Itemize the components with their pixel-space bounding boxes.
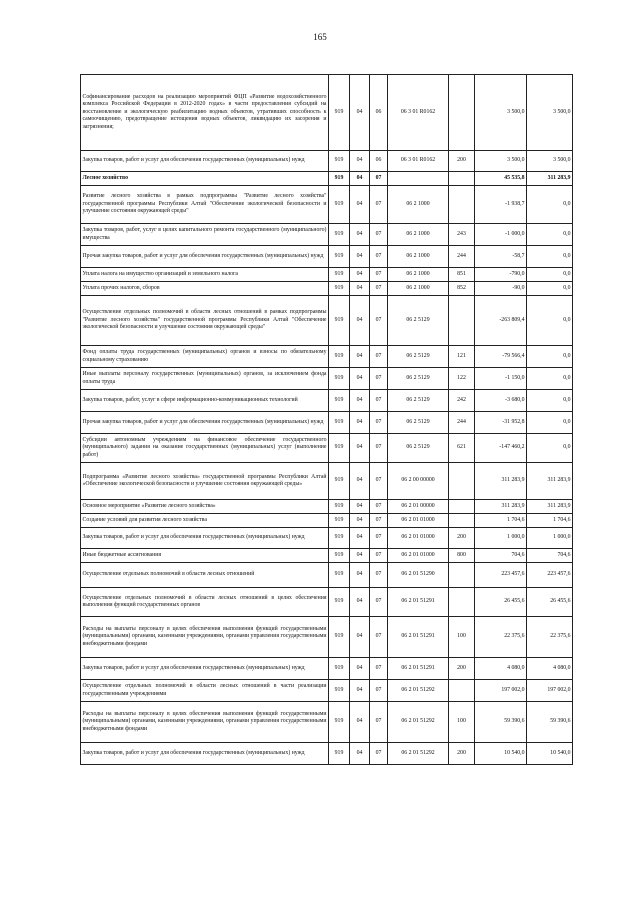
cell-expense-type — [449, 296, 475, 346]
cell-amount-1: 223 457,6 — [475, 563, 527, 588]
table-row — [81, 434, 573, 463]
table-row — [81, 514, 573, 528]
cell-expense-type: 100 — [449, 702, 475, 743]
cell-expense-type: 242 — [449, 390, 475, 412]
cell-amount-1: -79 566,4 — [475, 346, 527, 368]
table-row — [81, 296, 573, 346]
cell-amount-2: 0,0 — [527, 390, 573, 412]
cell-admin-code: 919 — [329, 702, 350, 743]
cell-target-article: 06 2 01 51292 — [388, 743, 449, 765]
cell-expense-type — [449, 172, 475, 186]
table-row — [81, 390, 573, 412]
table-row — [81, 412, 573, 434]
cell-description: Закупка товаров, работ и услуг для обеспечения государственных (муниципальных) нужд — [81, 528, 329, 549]
cell-target-article: 06 2 01 51291 — [388, 658, 449, 680]
cell-target-article: 06 2 1000 — [388, 268, 449, 282]
cell-expense-type — [449, 500, 475, 514]
cell-amount-2: 1 000,0 — [527, 528, 573, 549]
cell-amount-2: 0,0 — [527, 296, 573, 346]
table-row — [81, 346, 573, 368]
cell-description: Осуществление отдельных полномочий в области лесных отношений в рамках подпрограммы "Развитие лесного хозяйства" государственной программы Республики Алтай "Обеспечение экологической безопасности и улучшение состояния окружающей среды" — [81, 296, 329, 346]
table-row — [81, 549, 573, 563]
cell-admin-code: 919 — [329, 514, 350, 528]
cell-section: 04 — [350, 224, 370, 246]
cell-target-article: 06 2 01 51291 — [388, 588, 449, 617]
cell-description: Расходы на выплаты персоналу в целях обеспечения выполнения функций государственными (муниципальными) органами, казенными учреждениями, органами управления государственными внебюджетными фондами — [81, 617, 329, 658]
cell-amount-1: 197 002,0 — [475, 680, 527, 702]
table-row — [81, 588, 573, 617]
cell-target-article: 06 2 5129 — [388, 412, 449, 434]
cell-description: Уплата налога на имущество организаций и земельного налога — [81, 268, 329, 282]
table-row — [81, 224, 573, 246]
cell-target-article: 06 2 1000 — [388, 282, 449, 296]
cell-subsection: 07 — [370, 563, 388, 588]
table-row — [81, 282, 573, 296]
cell-target-article: 06 2 01 51292 — [388, 702, 449, 743]
cell-section: 04 — [350, 743, 370, 765]
cell-section: 04 — [350, 500, 370, 514]
cell-amount-1: -90,0 — [475, 282, 527, 296]
cell-target-article: 06 2 1000 — [388, 246, 449, 268]
cell-description: Осуществление отдельных полномочий в области лесных отношений в целях обеспечения выполнения функций государственных органов — [81, 588, 329, 617]
cell-admin-code: 919 — [329, 528, 350, 549]
cell-amount-2: 1 704,6 — [527, 514, 573, 528]
cell-expense-type: 200 — [449, 151, 475, 172]
cell-subsection: 07 — [370, 528, 388, 549]
cell-description: Основное мероприятие «Развитие лесного хозяйства» — [81, 500, 329, 514]
cell-amount-2: 311 283,9 — [527, 463, 573, 500]
cell-amount-1: 3 500,0 — [475, 151, 527, 172]
cell-amount-2: 22 375,6 — [527, 617, 573, 658]
cell-amount-2: 3 500,0 — [527, 151, 573, 172]
cell-amount-2: 197 002,0 — [527, 680, 573, 702]
cell-amount-1: 1 000,0 — [475, 528, 527, 549]
cell-subsection: 07 — [370, 463, 388, 500]
cell-target-article: 06 2 01 00000 — [388, 500, 449, 514]
cell-section: 04 — [350, 75, 370, 151]
cell-amount-2: 704,6 — [527, 549, 573, 563]
cell-amount-2: 4 080,0 — [527, 658, 573, 680]
cell-amount-1: 311 283,9 — [475, 500, 527, 514]
table-row — [81, 75, 573, 151]
cell-expense-type — [449, 75, 475, 151]
cell-description: Расходы на выплаты персоналу в целях обеспечения выполнения функций государственными (муниципальными) органами, казенными учреждениями, органами управления государственными внебюджетными фондами — [81, 702, 329, 743]
cell-amount-2: 26 455,6 — [527, 588, 573, 617]
cell-admin-code: 919 — [329, 549, 350, 563]
cell-subsection: 07 — [370, 680, 388, 702]
cell-expense-type: 852 — [449, 282, 475, 296]
page-number: 165 — [313, 32, 327, 42]
cell-target-article: 06 2 01 51292 — [388, 680, 449, 702]
cell-admin-code: 919 — [329, 246, 350, 268]
cell-section: 04 — [350, 514, 370, 528]
cell-description: Развитие лесного хозяйства в рамках подпрограммы "Развитие лесного хозяйства" государственной программы Республики Алтай "Обеспечение экологической безопасности и улучшение состояния окружающей среды" — [81, 186, 329, 224]
cell-subsection: 07 — [370, 588, 388, 617]
cell-expense-type: 122 — [449, 368, 475, 390]
cell-description: Закупка товаров, работ, услуг в сфере информационно-коммуникационных технологий — [81, 390, 329, 412]
cell-description: Уплата прочих налогов, сборов — [81, 282, 329, 296]
cell-amount-2: 0,0 — [527, 186, 573, 224]
cell-admin-code: 919 — [329, 743, 350, 765]
cell-section: 04 — [350, 617, 370, 658]
cell-amount-2: 0,0 — [527, 282, 573, 296]
table-row — [81, 528, 573, 549]
cell-section: 04 — [350, 528, 370, 549]
cell-admin-code: 919 — [329, 680, 350, 702]
cell-description: Осуществление отдельных полномочий в области лесных отношений в части реализации государственными учреждениями — [81, 680, 329, 702]
cell-description: Лесное хозяйство — [81, 172, 329, 186]
cell-admin-code: 919 — [329, 368, 350, 390]
cell-description: Субсидии автономным учреждениям на финансовое обеспечение государственного (муниципального) задания на оказание государственных (муниципальных) услуг (выполнение работ) — [81, 434, 329, 463]
cell-amount-1: -31 952,8 — [475, 412, 527, 434]
cell-subsection: 07 — [370, 617, 388, 658]
cell-expense-type: 200 — [449, 528, 475, 549]
cell-target-article: 06 2 01 01000 — [388, 514, 449, 528]
cell-amount-1: 45 535,8 — [475, 172, 527, 186]
cell-target-article: 06 2 5129 — [388, 346, 449, 368]
cell-amount-1: 311 283,9 — [475, 463, 527, 500]
cell-subsection: 07 — [370, 368, 388, 390]
cell-section: 04 — [350, 412, 370, 434]
cell-section: 04 — [350, 563, 370, 588]
cell-description: Закупка товаров, работ и услуг для обеспечения государственных (муниципальных) нужд — [81, 151, 329, 172]
cell-description: Осуществление отдельных полномочий в области лесных отношений — [81, 563, 329, 588]
cell-admin-code: 919 — [329, 186, 350, 224]
cell-subsection: 07 — [370, 514, 388, 528]
table-row — [81, 172, 573, 186]
cell-section: 04 — [350, 172, 370, 186]
cell-description: Фонд оплаты труда государственных (муниципальных) органов и взносы по обязательному социальному страхованию — [81, 346, 329, 368]
cell-target-article — [388, 172, 449, 186]
cell-amount-1: 22 375,6 — [475, 617, 527, 658]
cell-section: 04 — [350, 186, 370, 224]
cell-section: 04 — [350, 368, 370, 390]
cell-admin-code: 919 — [329, 75, 350, 151]
cell-admin-code: 919 — [329, 588, 350, 617]
cell-amount-1: -1 000,0 — [475, 224, 527, 246]
cell-target-article: 06 2 5129 — [388, 296, 449, 346]
cell-admin-code: 919 — [329, 296, 350, 346]
cell-admin-code: 919 — [329, 463, 350, 500]
cell-subsection: 07 — [370, 246, 388, 268]
cell-target-article: 06 2 01 01000 — [388, 549, 449, 563]
table-row — [81, 617, 573, 658]
cell-expense-type — [449, 588, 475, 617]
cell-amount-2: 311 283,9 — [527, 500, 573, 514]
cell-admin-code: 919 — [329, 412, 350, 434]
cell-admin-code: 919 — [329, 151, 350, 172]
cell-amount-1: -1 938,7 — [475, 186, 527, 224]
cell-description: Создание условий для развития лесного хозяйства — [81, 514, 329, 528]
cell-target-article: 06 3 01 R0162 — [388, 151, 449, 172]
cell-section: 04 — [350, 246, 370, 268]
cell-section: 04 — [350, 151, 370, 172]
cell-amount-2: 3 500,0 — [527, 75, 573, 151]
cell-target-article: 06 2 1000 — [388, 186, 449, 224]
cell-amount-1: 704,6 — [475, 549, 527, 563]
cell-amount-1: 26 455,6 — [475, 588, 527, 617]
cell-section: 04 — [350, 658, 370, 680]
cell-target-article: 06 2 00 00000 — [388, 463, 449, 500]
cell-admin-code: 919 — [329, 500, 350, 514]
table-row — [81, 368, 573, 390]
cell-expense-type: 851 — [449, 268, 475, 282]
cell-amount-1: 3 500,0 — [475, 75, 527, 151]
cell-amount-2: 59 390,6 — [527, 702, 573, 743]
cell-section: 04 — [350, 549, 370, 563]
cell-subsection: 07 — [370, 224, 388, 246]
cell-target-article: 06 2 5129 — [388, 390, 449, 412]
cell-subsection: 07 — [370, 296, 388, 346]
cell-target-article: 06 2 01 51290 — [388, 563, 449, 588]
cell-subsection: 07 — [370, 702, 388, 743]
cell-description: Софинансирование расходов на реализацию мероприятий ФЦП «Развитие водохозяйственного комплекса Российской Федерации в 2012-2020 годах» в части предоставления субсидий на восстановление и экологическую реабилитацию водных объектов, утративших способность к самоочищению, предотвращение истощения водных объектов, ликвидацию их засорения и загрязнения; — [81, 75, 329, 151]
table-row — [81, 268, 573, 282]
cell-target-article: 06 2 01 01000 — [388, 528, 449, 549]
cell-expense-type: 800 — [449, 549, 475, 563]
budget-table — [80, 74, 573, 765]
cell-amount-1: -790,0 — [475, 268, 527, 282]
cell-section: 04 — [350, 268, 370, 282]
cell-expense-type: 100 — [449, 617, 475, 658]
cell-amount-2: 0,0 — [527, 224, 573, 246]
cell-amount-1: -147 460,2 — [475, 434, 527, 463]
cell-subsection: 07 — [370, 346, 388, 368]
cell-admin-code: 919 — [329, 172, 350, 186]
cell-description: Иные выплаты персоналу государственных (муниципальных) органов, за исключением фонда оплаты труда — [81, 368, 329, 390]
cell-target-article: 06 2 1000 — [388, 224, 449, 246]
cell-subsection: 07 — [370, 282, 388, 296]
cell-amount-2: 0,0 — [527, 368, 573, 390]
cell-subsection: 07 — [370, 658, 388, 680]
table-row — [81, 151, 573, 172]
cell-amount-2: 0,0 — [527, 268, 573, 282]
cell-amount-1: -263 809,4 — [475, 296, 527, 346]
table-row — [81, 186, 573, 224]
cell-expense-type: 200 — [449, 743, 475, 765]
cell-subsection: 07 — [370, 172, 388, 186]
cell-expense-type: 121 — [449, 346, 475, 368]
cell-target-article: 06 2 5129 — [388, 368, 449, 390]
cell-target-article: 06 2 5129 — [388, 434, 449, 463]
cell-expense-type: 244 — [449, 412, 475, 434]
cell-amount-1: 4 080,0 — [475, 658, 527, 680]
table-row — [81, 246, 573, 268]
cell-amount-2: 0,0 — [527, 412, 573, 434]
cell-subsection: 06 — [370, 151, 388, 172]
cell-admin-code: 919 — [329, 346, 350, 368]
cell-description: Иные бюджетные ассигнования — [81, 549, 329, 563]
cell-subsection: 07 — [370, 186, 388, 224]
cell-subsection: 07 — [370, 268, 388, 282]
cell-expense-type — [449, 463, 475, 500]
cell-amount-1: -58,7 — [475, 246, 527, 268]
cell-subsection: 07 — [370, 500, 388, 514]
cell-description: Прочая закупка товаров, работ и услуг для обеспечения государственных (муниципальных) нужд — [81, 412, 329, 434]
cell-admin-code: 919 — [329, 224, 350, 246]
cell-description: Закупка товаров, работ и услуг для обеспечения государственных (муниципальных) нужд — [81, 658, 329, 680]
cell-amount-2: 311 283,9 — [527, 172, 573, 186]
cell-expense-type: 621 — [449, 434, 475, 463]
cell-amount-1: 59 390,6 — [475, 702, 527, 743]
cell-amount-2: 223 457,6 — [527, 563, 573, 588]
cell-admin-code: 919 — [329, 268, 350, 282]
cell-description: Закупка товаров, работ, услуг в целях капитального ремонта государственного (муниципального) имущества — [81, 224, 329, 246]
cell-subsection: 07 — [370, 743, 388, 765]
cell-admin-code: 919 — [329, 390, 350, 412]
cell-section: 04 — [350, 296, 370, 346]
cell-subsection: 07 — [370, 549, 388, 563]
cell-description: Подпрограмма «Развитие лесного хозяйства» государственной программы Республики Алтай «Обеспечение экологической безопасности и улучшение состояния окружающей среды» — [81, 463, 329, 500]
cell-section: 04 — [350, 390, 370, 412]
cell-amount-2: 0,0 — [527, 246, 573, 268]
cell-description: Прочая закупка товаров, работ и услуг для обеспечения государственных (муниципальных) нужд — [81, 246, 329, 268]
cell-subsection: 06 — [370, 75, 388, 151]
cell-amount-1: -3 680,0 — [475, 390, 527, 412]
table-row — [81, 743, 573, 765]
cell-amount-2: 0,0 — [527, 346, 573, 368]
cell-subsection: 07 — [370, 412, 388, 434]
cell-section: 04 — [350, 702, 370, 743]
cell-description: Закупка товаров, работ и услуг для обеспечения государственных (муниципальных) нужд — [81, 743, 329, 765]
cell-section: 04 — [350, 346, 370, 368]
cell-section: 04 — [350, 434, 370, 463]
cell-expense-type: 200 — [449, 658, 475, 680]
table-row — [81, 463, 573, 500]
table-row — [81, 658, 573, 680]
cell-target-article: 06 2 01 51291 — [388, 617, 449, 658]
table-row — [81, 702, 573, 743]
cell-admin-code: 919 — [329, 434, 350, 463]
cell-admin-code: 919 — [329, 563, 350, 588]
cell-expense-type: 243 — [449, 224, 475, 246]
cell-expense-type — [449, 514, 475, 528]
cell-expense-type — [449, 186, 475, 224]
cell-expense-type: 244 — [449, 246, 475, 268]
cell-amount-2: 10 540,0 — [527, 743, 573, 765]
cell-section: 04 — [350, 680, 370, 702]
cell-amount-1: 10 540,0 — [475, 743, 527, 765]
cell-subsection: 07 — [370, 434, 388, 463]
table-row — [81, 563, 573, 588]
cell-admin-code: 919 — [329, 617, 350, 658]
table-row — [81, 680, 573, 702]
table-row — [81, 500, 573, 514]
cell-section: 04 — [350, 588, 370, 617]
cell-amount-1: 1 704,6 — [475, 514, 527, 528]
cell-section: 04 — [350, 282, 370, 296]
cell-expense-type — [449, 680, 475, 702]
cell-admin-code: 919 — [329, 282, 350, 296]
cell-amount-1: -1 150,0 — [475, 368, 527, 390]
cell-section: 04 — [350, 463, 370, 500]
cell-amount-2: 0,0 — [527, 434, 573, 463]
cell-subsection: 07 — [370, 390, 388, 412]
cell-expense-type — [449, 563, 475, 588]
cell-target-article: 06 3 01 R0162 — [388, 75, 449, 151]
cell-admin-code: 919 — [329, 658, 350, 680]
